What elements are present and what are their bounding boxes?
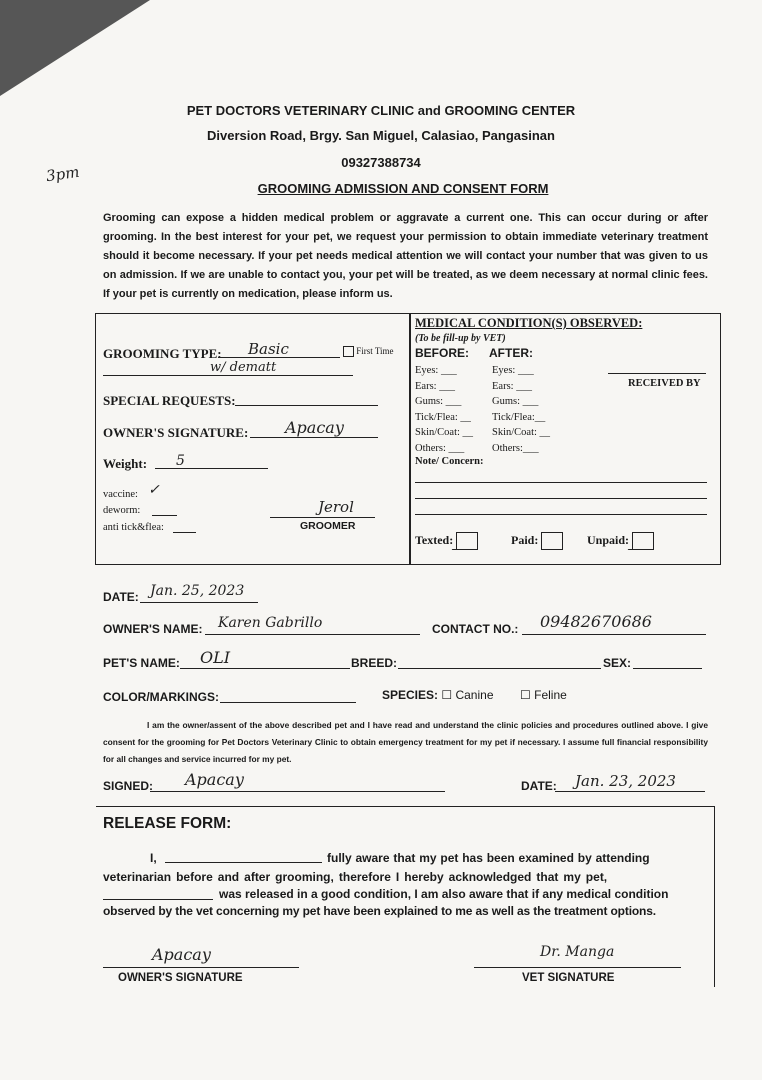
canine-checkbox[interactable]: ☐ <box>441 688 453 702</box>
medical-subtitle: (To be fill-up by VET) <box>415 333 506 344</box>
texted-label: Texted: <box>415 532 454 547</box>
signed-value: Apacay <box>185 770 244 789</box>
owner-signature-label: OWNER'S SIGNATURE: <box>103 425 249 440</box>
unpaid-checkbox[interactable] <box>632 532 654 550</box>
after-item: Tick/Flea:__ <box>492 411 546 423</box>
first-time-label: First Time <box>356 346 394 356</box>
owner-signature-caption: OWNER'S SIGNATURE <box>118 972 243 984</box>
antitick-label: anti tick&flea: <box>103 522 164 533</box>
contact-line <box>522 634 706 635</box>
owner-signature-value: Apacay <box>285 418 344 437</box>
note-line-3 <box>415 514 707 515</box>
antitick-line <box>173 532 196 533</box>
medical-title: MEDICAL CONDITION(S) OBSERVED: <box>415 316 643 330</box>
color-label: COLOR/MARKINGS: <box>103 690 219 704</box>
release-name-line <box>165 862 322 863</box>
after-item: Others:___ <box>492 442 539 454</box>
owner-name-line <box>205 634 420 635</box>
release-text-1: fully aware that my pet has been examined by attending <box>327 851 650 865</box>
signed-line <box>150 791 445 792</box>
release-pet-line <box>103 899 213 900</box>
release-owner-line <box>103 967 299 968</box>
weight-value: 5 <box>176 453 185 469</box>
before-label: BEFORE: <box>415 346 469 360</box>
grooming-type-value-2: w/ dematt <box>210 360 277 375</box>
pet-name-line <box>180 668 350 669</box>
groomer-signature: Jerol <box>318 498 354 516</box>
release-text-3: was released in a good condition, I am also aware that if any medical condition <box>219 887 669 901</box>
form-title: GROOMING ADMISSION AND CONSENT FORM <box>257 181 549 196</box>
intro-paragraph: Grooming can expose a hidden medical problem or aggravate a current one. This can occur during or after grooming. In the best interest for your pet, we request your permission to obtain immediate veterinary treatment should it become necessary. If your pet needs medical attention we will contact your number that was given to us on admission. If we are unable to contact you, your pet will be treated, as we deem necessary at normal clinic fees. If your pet is currently on medication, please inform us. <box>103 212 708 300</box>
grooming-type-value: Basic <box>248 340 289 358</box>
before-item: Gums: ___ <box>415 396 462 408</box>
texted-checkbox[interactable] <box>456 532 478 550</box>
vet-signature: Dr. Manga <box>540 944 615 960</box>
after-list <box>492 363 550 457</box>
note-line-1 <box>415 482 707 483</box>
grooming-type-label: GROOMING TYPE: <box>103 346 222 361</box>
owner-name-label: OWNER'S NAME: <box>103 622 203 636</box>
owner-name-value: Karen Gabrillo <box>218 615 323 631</box>
pet-name-label: PET'S NAME: <box>103 656 180 670</box>
release-text-i: I, <box>150 851 157 865</box>
species-field <box>382 688 494 702</box>
note-label: Note/ Concern: <box>415 456 484 467</box>
paid-checkbox[interactable] <box>541 532 563 550</box>
unpaid-field[interactable] <box>587 532 654 550</box>
after-item: Gums: ___ <box>492 396 539 408</box>
release-owner-signature: Apacay <box>152 945 211 964</box>
vet-signature-line <box>474 967 681 968</box>
sex-label: SEX: <box>603 656 632 670</box>
color-line <box>220 702 356 703</box>
clinic-address: Diversion Road, Brgy. San Miguel, Calasiao, Pangasinan <box>207 128 555 143</box>
before-list <box>415 363 473 457</box>
paid-field[interactable] <box>511 532 563 550</box>
grooming-type-line <box>218 357 340 358</box>
weight-label: Weight: <box>103 456 148 471</box>
unpaid-label: Unpaid: <box>587 532 630 547</box>
release-text-4: observed by the vet concerning my pet have been explained to me as well as the treatment options. <box>103 904 656 918</box>
page-fold-shadow <box>0 0 150 96</box>
vaccine-check: ✓ <box>148 482 160 498</box>
feline-field <box>520 688 567 702</box>
breed-line <box>398 668 601 669</box>
first-time-checkbox[interactable] <box>343 346 394 357</box>
after-item: Ears: ___ <box>492 380 532 392</box>
date-line <box>140 602 258 603</box>
signed-date-label: DATE: <box>521 779 557 793</box>
before-item: Skin/Coat: __ <box>415 427 474 439</box>
vaccine-label: vaccine: <box>103 489 138 500</box>
signed-date-line <box>555 791 705 792</box>
sex-line <box>633 668 702 669</box>
pet-name-value: OLI <box>200 648 231 667</box>
clinic-name: PET DOCTORS VETERINARY CLINIC and GROOMING CENTER <box>186 103 576 118</box>
deworm-label: deworm: <box>103 505 141 516</box>
before-item: Tick/Flea: __ <box>415 411 471 423</box>
received-by-line <box>608 373 706 374</box>
deworm-line <box>152 515 177 516</box>
breed-label: BREED: <box>351 656 398 670</box>
after-item: Skin/Coat: __ <box>492 427 551 439</box>
contact-value: 09482670686 <box>540 612 652 631</box>
before-item: Eyes: ___ <box>415 365 457 376</box>
species-label: SPECIES: <box>382 688 439 702</box>
contact-label: CONTACT NO.: <box>432 622 519 636</box>
before-item: Others: ___ <box>415 442 465 454</box>
groomer-line <box>270 517 375 518</box>
signed-date-value: Jan. 23, 2023 <box>575 772 676 790</box>
special-requests-label: SPECIAL REQUESTS: <box>103 393 236 408</box>
release-title: RELEASE FORM: <box>103 815 232 832</box>
vet-signature-caption: VET SIGNATURE <box>522 972 615 984</box>
date-label: DATE: <box>103 590 139 604</box>
date-value: Jan. 25, 2023 <box>150 583 245 599</box>
feline-checkbox[interactable]: ☐ <box>520 688 531 702</box>
weight-line <box>155 468 268 469</box>
consent-paragraph: I am the owner/assent of the above described pet and I have read and understand the clinic policies and procedures outlined above. I give consent for the grooming for Pet Doctors Veterinary Clinic to obtain emergency treatment for my pet if necessary. I assume full financial responsibility for all changes and service incurred for my pet. <box>103 720 708 764</box>
received-by-label: RECEIVED BY <box>628 378 701 389</box>
margin-note: 3pm <box>44 162 81 186</box>
note-line-2 <box>415 498 707 499</box>
clinic-phone: 09327388734 <box>341 155 421 170</box>
after-item: Eyes: ___ <box>492 365 534 376</box>
groomer-label: GROOMER <box>300 520 356 532</box>
feline-label: Feline <box>534 688 567 702</box>
signed-label: SIGNED: <box>103 779 154 793</box>
before-item: Ears: ___ <box>415 380 455 392</box>
owner-signature-line <box>250 437 378 438</box>
after-label: AFTER: <box>489 346 533 360</box>
canine-label: Canine <box>455 688 494 702</box>
texted-field[interactable] <box>415 532 478 550</box>
special-requests-line <box>235 405 378 406</box>
release-text-2: veterinarian before and after grooming, therefore I hereby acknowledged that my pet, <box>103 870 608 884</box>
grooming-type-line-2 <box>103 375 353 376</box>
paid-label: Paid: <box>511 532 539 547</box>
